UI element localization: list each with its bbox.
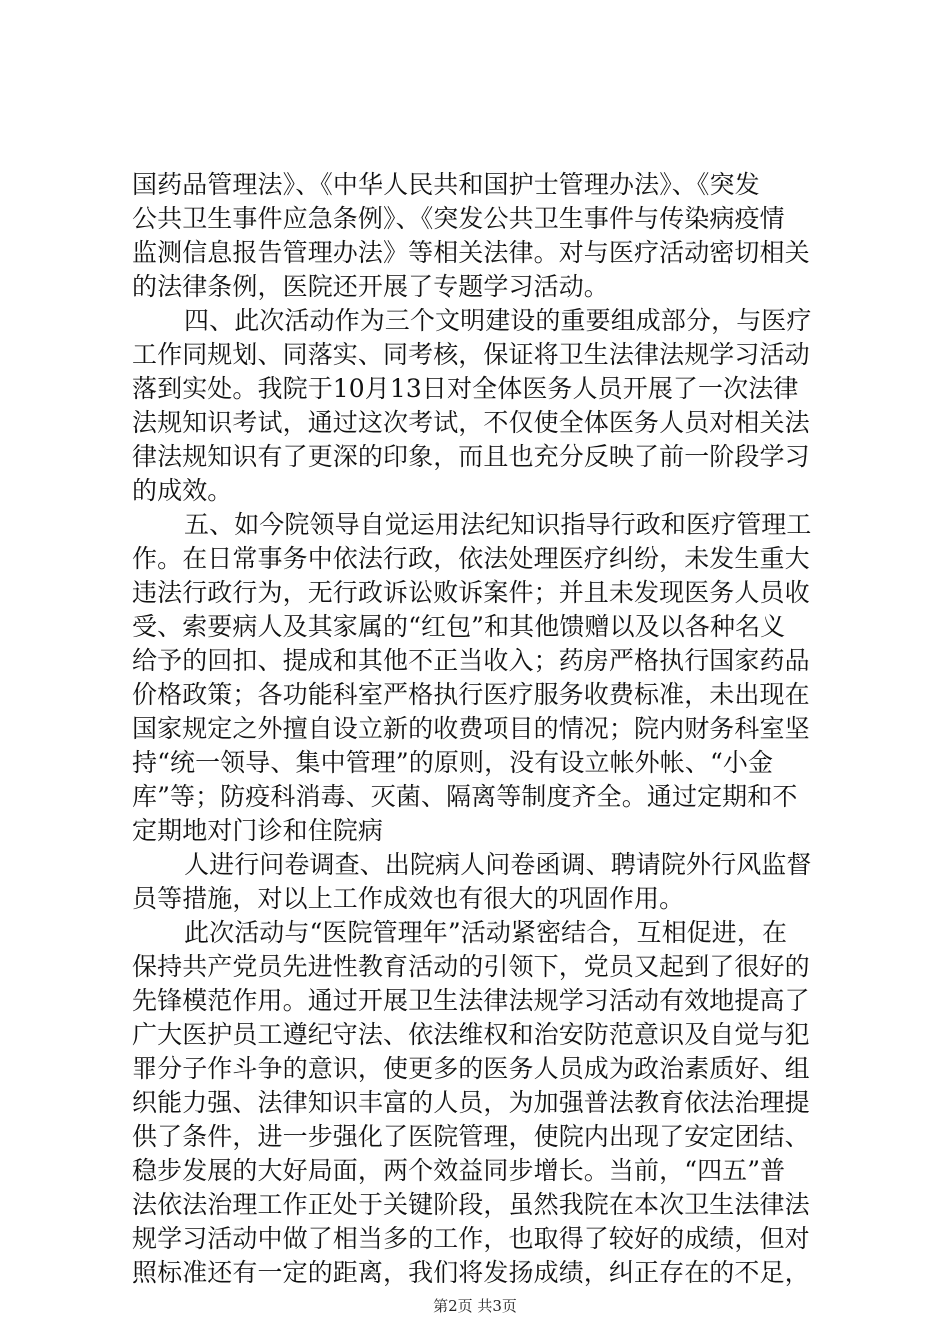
document-body bbox=[132, 168, 822, 1290]
paragraph-start-line: 此次活动与“医院管理年”活动紧密结合，互相促进，在 bbox=[184, 918, 788, 947]
text-line: 价格政策；各功能科室严格执行医疗服务收费标准，未出现在 bbox=[132, 680, 810, 709]
text-line: 的成效。 bbox=[132, 476, 233, 505]
page-number-footer: 第2页 共3页 bbox=[433, 1297, 517, 1315]
text-line: 违法行政行为，无行政诉讼败诉案件；并且未发现医务人员收 bbox=[132, 578, 810, 607]
text-line: 作。在日常事务中依法行政，依法处理医疗纠纷，未发生重大 bbox=[132, 544, 810, 573]
text-line: 罪分子作斗争的意识，使更多的医务人员成为政治素质好、组 bbox=[132, 1054, 810, 1083]
text-line: 的法律条例，医院还开展了专题学习活动。 bbox=[132, 272, 609, 301]
text-line: 国家规定之外擅自设立新的收费项目的情况；院内财务科室坚 bbox=[132, 714, 810, 743]
text-line: 国药品管理法》、《中华人民共和国护士管理办法》、《突发 bbox=[132, 170, 760, 199]
text-line: 库”等；防疫科消毒、灭菌、隔离等制度齐全。通过定期和不 bbox=[132, 782, 798, 811]
text-line: 先锋模范作用。通过开展卫生法律法规学习活动有效地提高了 bbox=[132, 986, 810, 1015]
text-line: 广大医护员工遵纪守法、依法维权和治安防范意识及自觉与犯 bbox=[132, 1020, 810, 1049]
text-line: 工作同规划、同落实、同考核，保证将卫生法律法规学习活动 bbox=[132, 340, 810, 369]
text-line: 员等措施，对以上工作成效也有很大的巩固作用。 bbox=[132, 884, 685, 913]
paragraph-start-line: 四、此次活动作为三个文明建设的重要组成部分，与医疗 bbox=[184, 306, 812, 335]
text-line: 公共卫生事件应急条例》、《突发公共卫生事件与传染病疫情 bbox=[132, 204, 785, 233]
text-line: 保持共产党员先进性教育活动的引领下，党员又起到了很好的 bbox=[132, 952, 810, 981]
text-line: 持“统一领导、集中管理”的原则，没有设立帐外帐、“小金 bbox=[132, 748, 774, 777]
text-line: 稳步发展的大好局面，两个效益同步增长。当前，“四五”普 bbox=[132, 1156, 786, 1185]
text-line: 供了条件，进一步强化了医院管理，使院内出现了安定团结、 bbox=[132, 1122, 810, 1151]
text-line: 照标准还有一定的距离，我们将发扬成绩，纠正存在的不足， bbox=[132, 1258, 810, 1287]
text-line: 受、索要病人及其家属的“红包”和其他馈赠以及以各种名义 bbox=[132, 612, 786, 641]
text-line: 给予的回扣、提成和其他不正当收入；药房严格执行国家药品 bbox=[132, 646, 810, 675]
text-line: 法规知识考试，通过这次考试，不仅使全体医务人员对相关法 bbox=[132, 408, 810, 437]
text-line: 律法规知识有了更深的印象，而且也充分反映了前一阶段学习 bbox=[132, 442, 810, 471]
text-line: 定期地对门诊和住院病 bbox=[132, 816, 384, 845]
text-line: 规学习活动中做了相当多的工作，也取得了较好的成绩，但对 bbox=[132, 1224, 810, 1253]
paragraph-start-line: 五、如今院领导自觉运用法纪知识指导行政和医疗管理工 bbox=[184, 510, 812, 539]
text-line: 落到实处。我院于10月13日对全体医务人员开展了一次法律 bbox=[132, 374, 799, 403]
text-line: 织能力强、法律知识丰富的人员，为加强普法教育依法治理提 bbox=[132, 1088, 810, 1117]
text-line: 监测信息报告管理办法》等相关法律。对与医疗活动密切相关 bbox=[132, 238, 810, 267]
text-line: 法依法治理工作正处于关键阶段，虽然我院在本次卫生法律法 bbox=[132, 1190, 810, 1219]
paragraph-start-line: 人进行问卷调查、出院病人问卷函调、聘请院外行风监督 bbox=[184, 850, 812, 879]
